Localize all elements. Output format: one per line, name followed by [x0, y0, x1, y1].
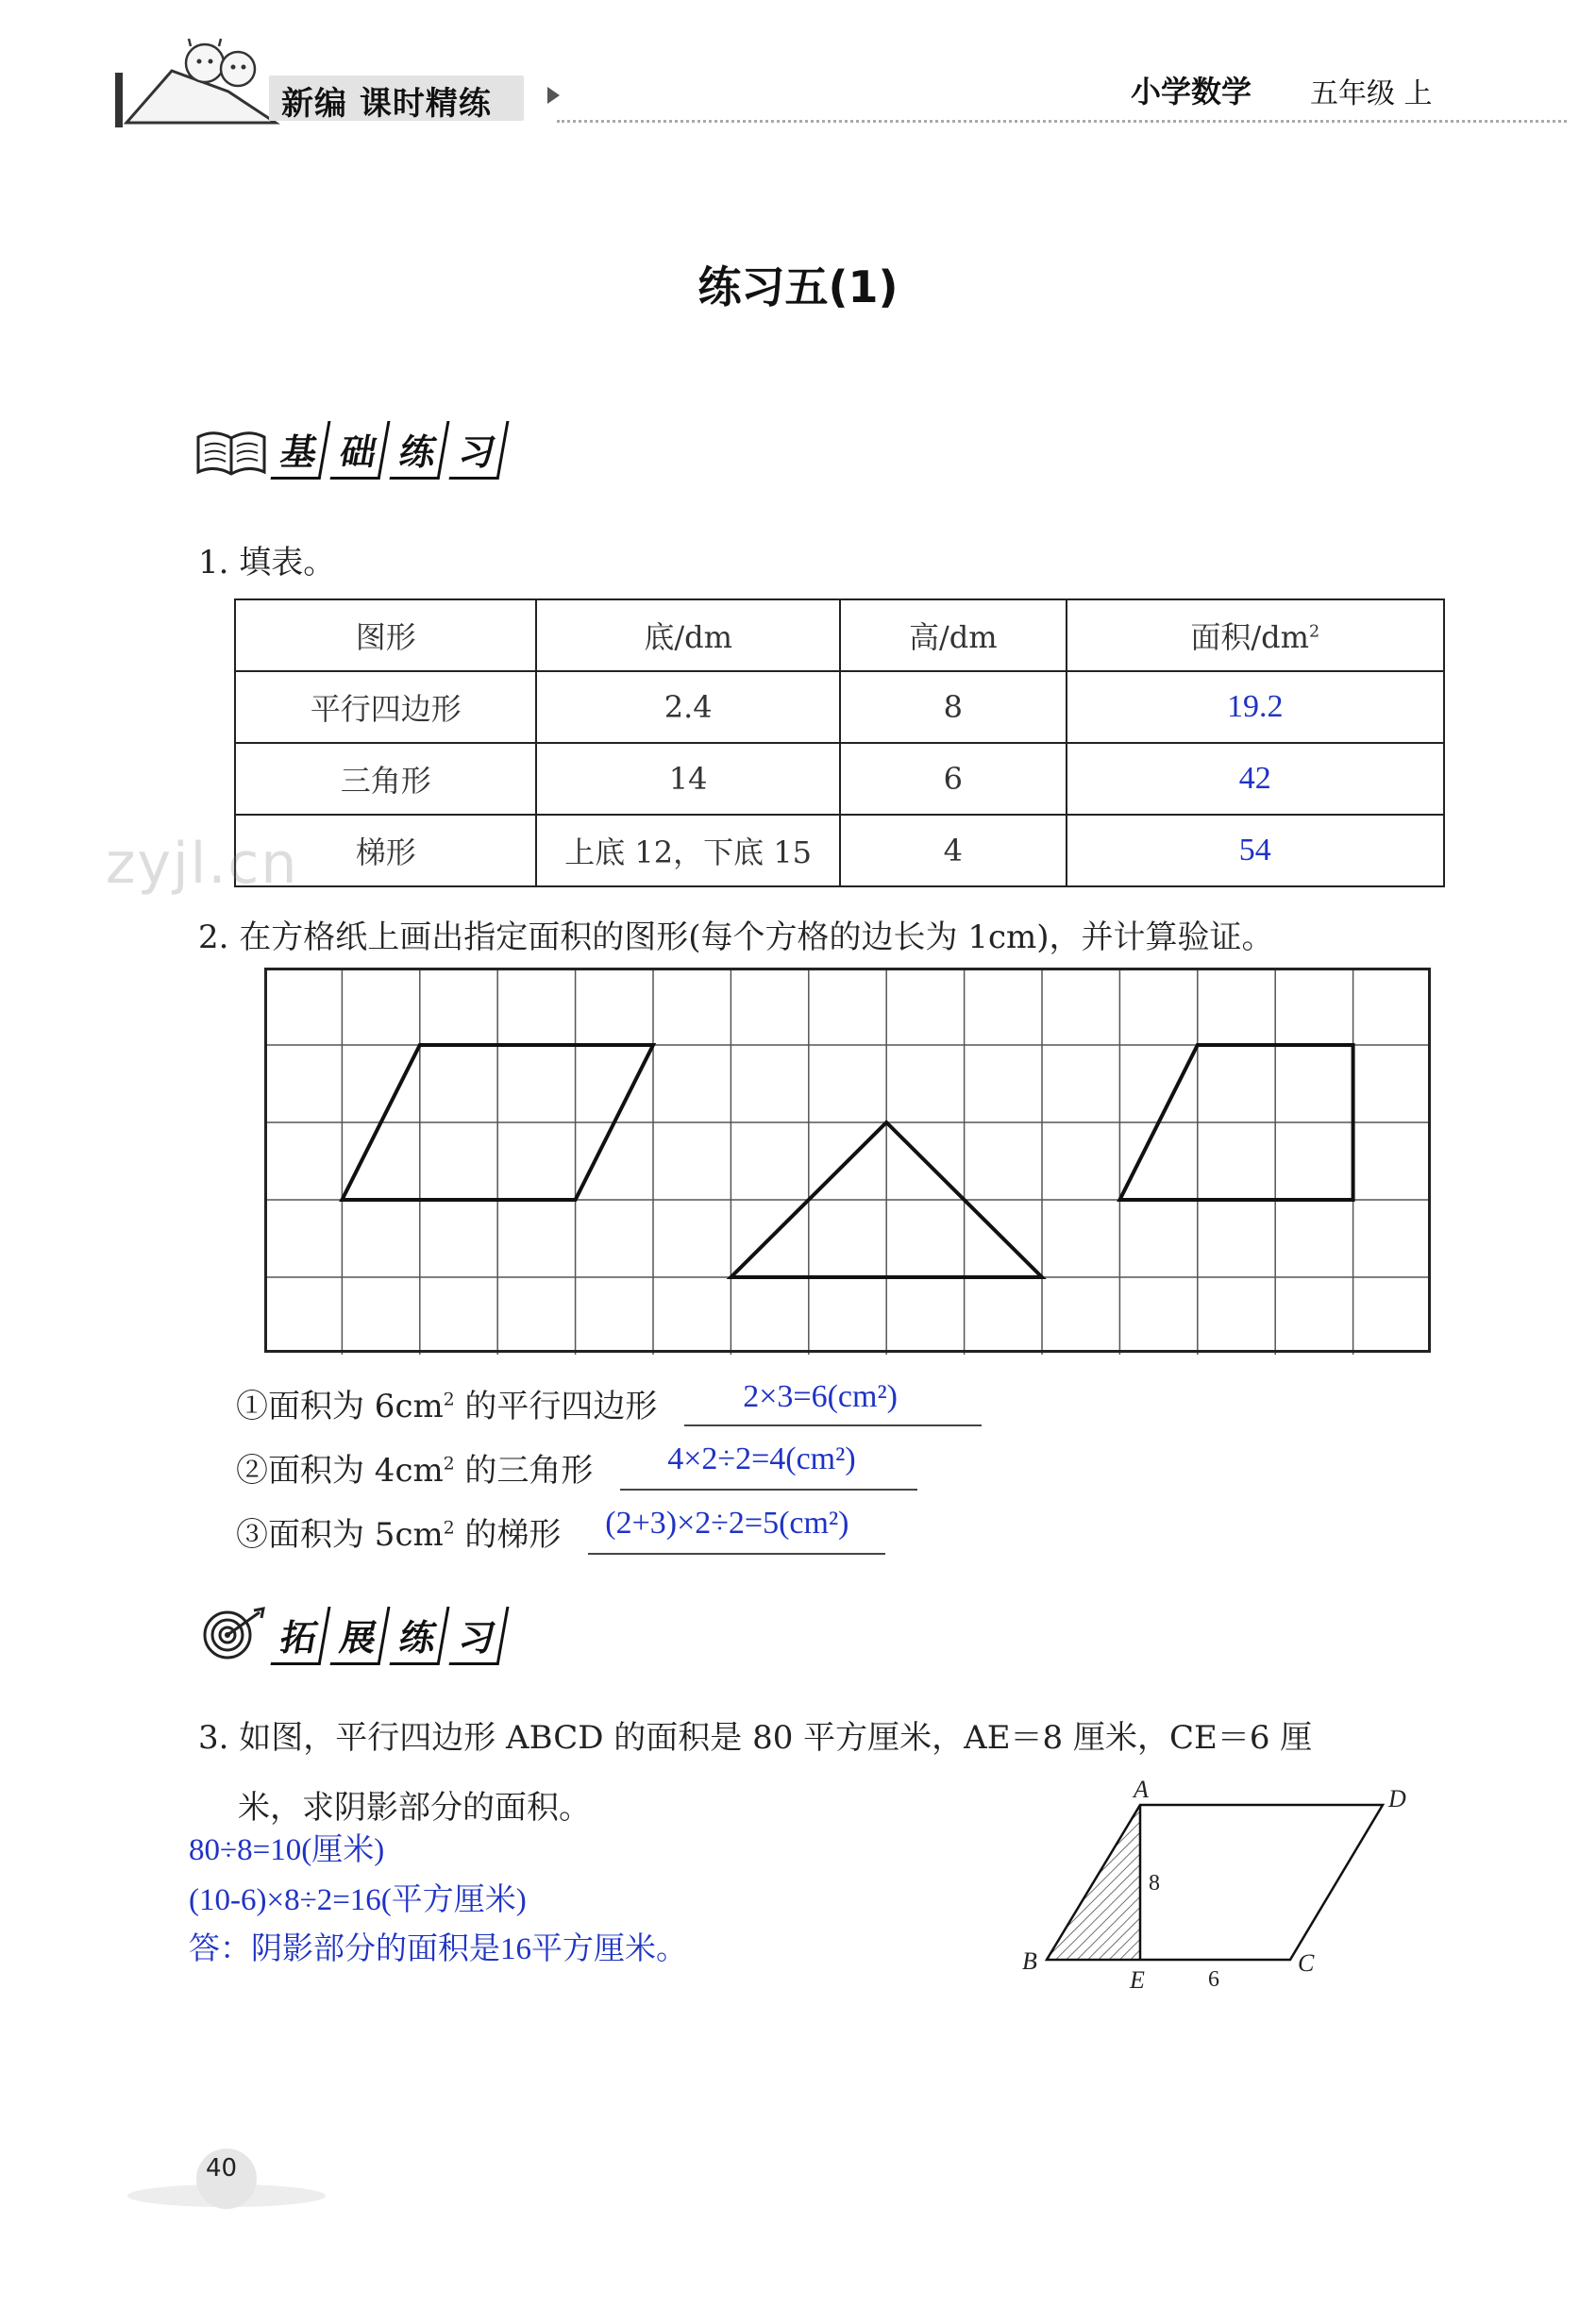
q2-item-1: ①面积为 $6cm^2$ 的平行四边形 2×3=6(cm²) — [236, 1380, 982, 1426]
answer-area: 42 — [1067, 743, 1444, 815]
table-row: 梯形 上底 12，下底 15 4 54 — [235, 815, 1444, 886]
grade-label: 五年级 上 — [1310, 77, 1433, 110]
answer-area: 54 — [1067, 815, 1444, 886]
label-e: E — [1130, 1966, 1145, 1994]
q3-prompt-line1: 3. 如图，平行四边形 ABCD 的面积是 80 平方厘米，AE＝8 厘米，CE＝6 厘 — [198, 1719, 1313, 1757]
answer-blank — [684, 1379, 982, 1426]
label-ae-length: 8 — [1149, 1871, 1160, 1896]
label-c: C — [1298, 1949, 1315, 1977]
target-icon — [193, 1605, 269, 1661]
answer-area: 19.2 — [1067, 671, 1444, 743]
header-divider — [557, 120, 1567, 123]
table-header-row — [235, 599, 1444, 671]
q3-answer-2: (10-6)×8÷2=16(平方厘米) — [189, 1883, 527, 1917]
q1-prompt: 1. 填表。 — [198, 544, 336, 581]
q3-prompt-line2: 米，求阴影部分的面积。 — [238, 1789, 591, 1827]
play-arrow-icon — [547, 87, 560, 104]
section-extend-heading: 拓 展 练 习 — [276, 1607, 513, 1665]
q3-answer-3: 答：阴影部分的面积是16平方厘米。 — [189, 1932, 687, 1966]
answer-blank — [620, 1441, 917, 1491]
grid-paper — [264, 968, 1431, 1355]
q2-item-3: ③面积为 $5cm^2$ 的梯形 (2+3)×2÷2=5(cm²) — [236, 1508, 885, 1555]
header-area: 面积$/dm^2$ — [1067, 599, 1444, 671]
label-b: B — [1022, 1947, 1037, 1975]
subject-label: 小学数学 — [1131, 74, 1252, 110]
fill-table — [234, 598, 1445, 887]
watermark: zyjl.cn — [106, 831, 299, 897]
label-ce-length: 6 — [1208, 1967, 1219, 1992]
answer-blank — [588, 1506, 885, 1555]
answer-text: 2×3=6(cm²) — [743, 1379, 898, 1414]
table-row: 平行四边形 2.4 8 19.2 — [235, 671, 1444, 743]
page-number: 40 — [206, 2154, 238, 2183]
q2-prompt: 2. 在方格纸上画出指定面积的图形(每个方格的边长为 1cm)，并计算验证。 — [198, 919, 1274, 956]
parallelogram-figure — [1015, 1765, 1430, 2001]
open-book-icon — [193, 423, 269, 480]
label-a: A — [1134, 1776, 1149, 1803]
answer-text: (2+3)×2÷2=5(cm²) — [605, 1506, 849, 1541]
label-d: D — [1388, 1785, 1406, 1812]
q2-item-2: ②面积为 $4cm^2$ 的三角形 4×2÷2=4(cm²) — [236, 1444, 917, 1491]
header-height: 高/dm — [840, 599, 1067, 671]
series-name: 新编 课时精练 — [281, 85, 492, 123]
answer-text: 4×2÷2=4(cm²) — [667, 1441, 856, 1476]
page-title: 练习五(1) — [697, 261, 899, 312]
header-shape: 图形 — [235, 599, 536, 671]
header-base: 底/dm — [536, 599, 840, 671]
table-row: 三角形 14 6 42 — [235, 743, 1444, 815]
section-basic-heading: 基 础 练 习 — [276, 421, 513, 480]
q3-answer-1: 80÷8=10(厘米) — [189, 1833, 385, 1867]
